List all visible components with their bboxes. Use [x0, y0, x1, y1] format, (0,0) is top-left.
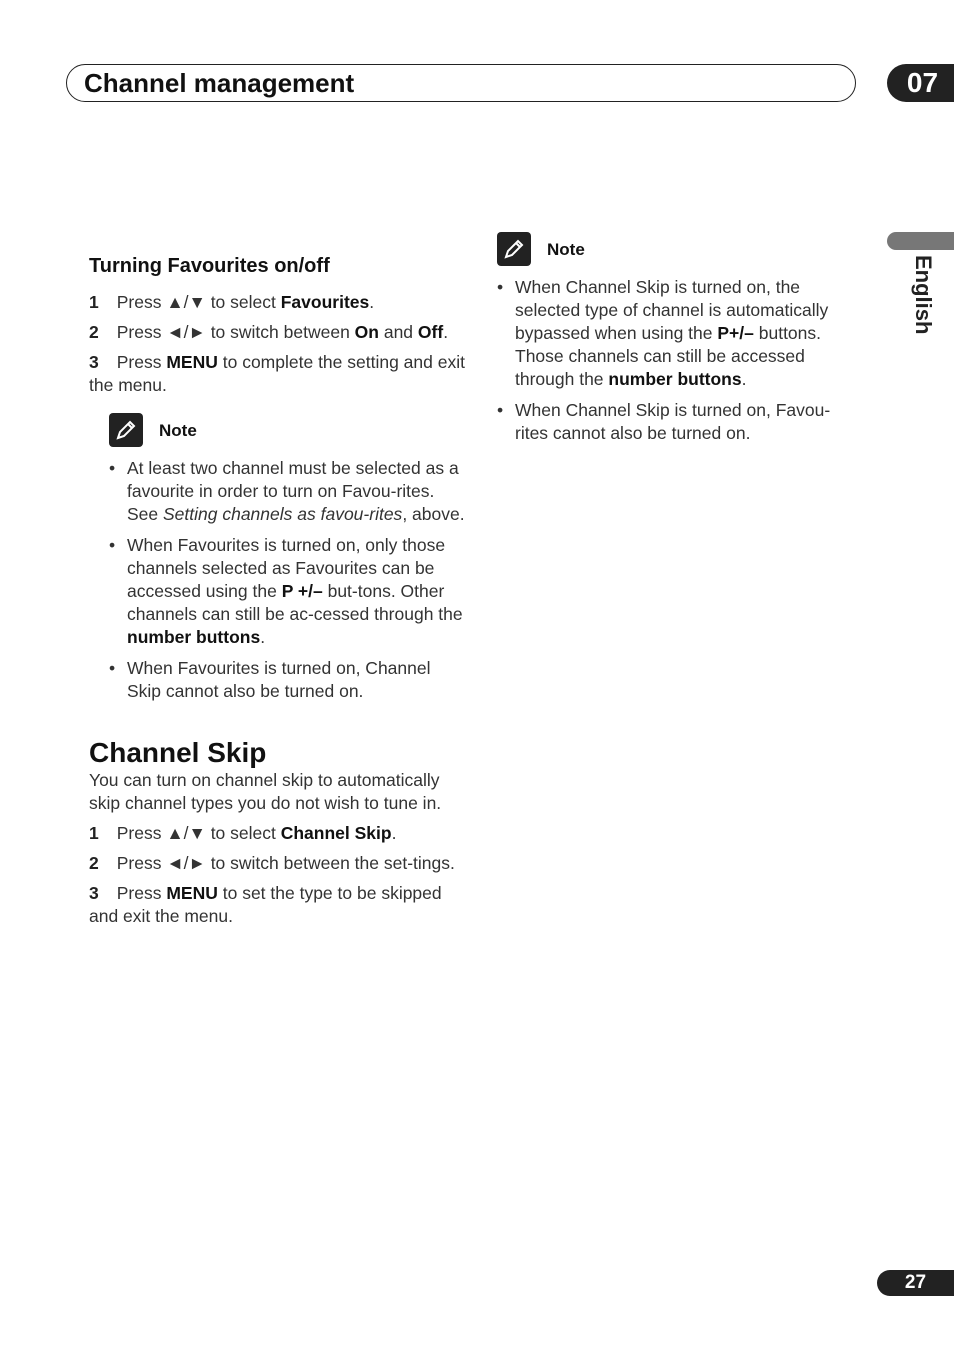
- pencil-note-icon: [497, 232, 531, 266]
- skip-step-2: 2 Press ◄/► to switch between the set-tings.: [89, 853, 455, 873]
- list-item: • When Favourites is turned on, only those channels selected as Favourites can be accessed using the P +/– but-tons. Other channels can still be ac-cessed through the number buttons.: [109, 534, 469, 649]
- channel-skip-intro: You can turn on channel skip to automatically skip channel types you do not wish to tune in.: [89, 770, 442, 813]
- language-label: English: [911, 255, 936, 335]
- left-column: [89, 253, 469, 935]
- right-column: [497, 232, 862, 453]
- skip-step-1: 1 Press ▲/▼ to select Channel Skip.: [89, 823, 397, 843]
- list-item: • When Favourites is turned on, Channel Skip cannot also be turned on.: [109, 657, 469, 703]
- pencil-note-icon: [109, 413, 143, 447]
- language-tab-bar: [887, 232, 954, 250]
- page-title: Channel management: [84, 68, 355, 98]
- favourites-note: [109, 413, 469, 703]
- list-item: • When Channel Skip is turned on, the selected type of channel is automatically bypassed when using the P+/– buttons. Those channels can still be accessed through the number buttons.: [497, 276, 862, 391]
- channel-skip-heading: Channel Skip: [89, 737, 267, 768]
- fav-step-3: 3 Press MENU to complete the setting and exit the menu.: [89, 352, 465, 395]
- page-number: 27: [877, 1270, 954, 1296]
- list-item: • When Channel Skip is turned on, Favou-rites cannot also be turned on.: [497, 399, 862, 445]
- fav-step-2: 2 Press ◄/► to switch between On and Off.: [89, 322, 449, 342]
- note-label: Note: [159, 420, 197, 440]
- fav-step-1: 1 Press ▲/▼ to select Favourites.: [89, 292, 375, 312]
- favourites-heading: Turning Favourites on/off: [89, 255, 330, 277]
- chapter-tab: 07: [887, 64, 954, 102]
- list-item: • At least two channel must be selected as a favourite in order to turn on Favou-rites. See Setting channels as favou-rites, above.: [109, 457, 469, 526]
- skip-step-3: 3 Press MENU to set the type to be skipped and exit the menu.: [89, 883, 442, 926]
- note-label: Note: [547, 239, 585, 259]
